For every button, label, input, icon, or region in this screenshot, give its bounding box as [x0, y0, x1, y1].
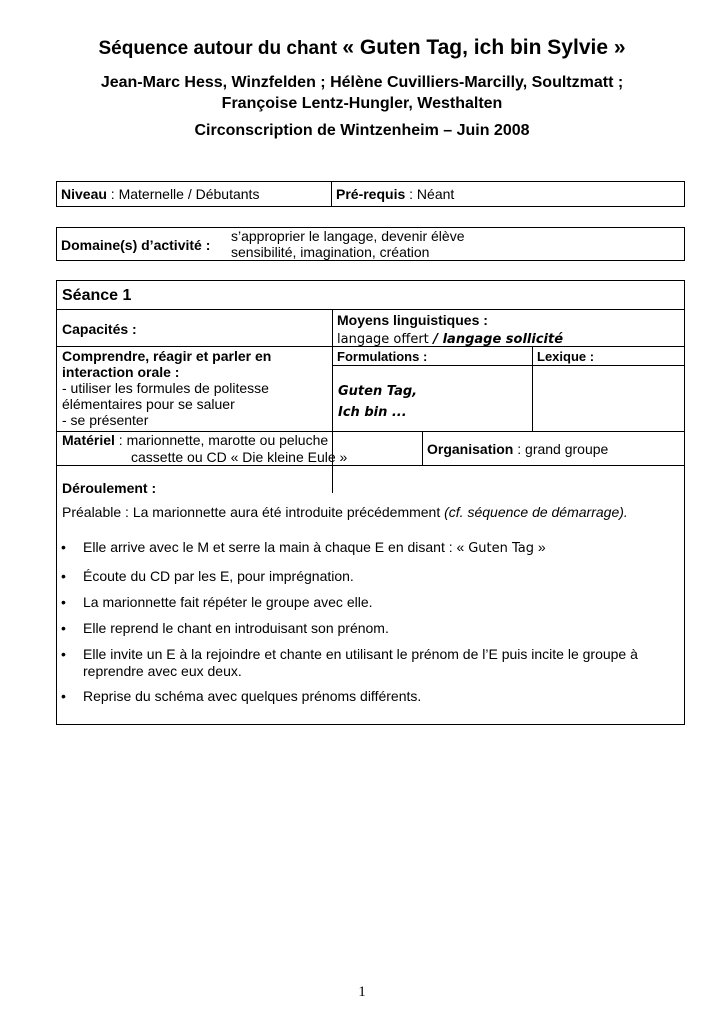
- formulation-item: Ich bin ...: [338, 405, 407, 420]
- step-suffix: »: [534, 539, 546, 555]
- domaine-values: [231, 228, 464, 260]
- competence-cell: [62, 348, 322, 428]
- competence-title: Comprendre, réagir et parler en interaction orale :: [62, 348, 272, 380]
- bullet: •: [61, 568, 66, 584]
- domaine-box: [56, 227, 685, 261]
- niveau-cell: [57, 182, 332, 206]
- list-item: [57, 688, 682, 714]
- formulations-label: Formulations :: [337, 349, 428, 364]
- prerequis-value: : Néant: [405, 186, 455, 202]
- prealable-text: Préalable : La marionnette aura été introduite précédemment: [62, 504, 445, 520]
- divider: [57, 309, 684, 310]
- langage-separator: /: [428, 332, 443, 347]
- formulation-item: Guten Tag,: [338, 384, 418, 399]
- lexique-label: Lexique :: [537, 349, 595, 364]
- bullet: •: [61, 620, 66, 636]
- step-text: Elle arrive avec le M et serre la main à chaque E en disant : «: [83, 539, 469, 555]
- title-song: « Guten Tag, ich bin Sylvie »: [342, 36, 626, 59]
- materiel-line-2: cassette ou CD « Die kleine Eule »: [131, 449, 348, 465]
- divider: [422, 431, 423, 465]
- domaine-label: Domaine(s) d’activité :: [61, 237, 211, 253]
- domaine-line-2: sensibilité, imagination, création: [231, 244, 430, 260]
- step-text: La marionnette fait répéter le groupe avec elle.: [83, 594, 373, 610]
- niveau-label: Niveau: [61, 186, 107, 202]
- bullet: •: [61, 688, 66, 704]
- organisation-label: Organisation: [427, 441, 514, 457]
- moyens-cell: [337, 311, 563, 349]
- list-item: [57, 568, 682, 594]
- list-item: [57, 594, 682, 620]
- prealable: [62, 504, 677, 520]
- divider: [57, 346, 684, 347]
- divider: [332, 365, 684, 366]
- capacites-label: Capacités :: [62, 321, 137, 337]
- list-item: [57, 539, 682, 568]
- bullet: •: [61, 594, 66, 610]
- prerequis-label: Pré-requis: [336, 186, 406, 202]
- divider: [57, 465, 684, 466]
- competence-item: - utiliser les formules de politesse élémentaires pour se saluer: [62, 380, 269, 412]
- materiel-cell: [62, 432, 347, 466]
- authors-line-1: Jean-Marc Hess, Winzfelden ; Hélène Cuvilliers-Marcilly, Soultzmatt ;: [100, 74, 624, 91]
- deroulement-steps: [57, 539, 682, 714]
- niveau-value: : Maternelle / Débutants: [106, 186, 260, 202]
- step-text: Elle reprend le chant en introduisant son prénom.: [83, 620, 389, 636]
- authors-line-2: Françoise Lentz-Hungler, Westhalten: [221, 95, 503, 112]
- langage-sollicite: langage sollicité: [442, 332, 564, 347]
- domaine-line-1: s’approprier le langage, devenir élève: [231, 228, 465, 244]
- organisation-cell: [427, 441, 608, 457]
- deroulement-label: Déroulement :: [62, 480, 157, 496]
- formulations-list: [338, 381, 417, 423]
- seance-title: Séance 1: [62, 287, 132, 304]
- step-handwritten: Guten Tag: [468, 541, 534, 556]
- prealable-reference: (cf. séquence de démarrage).: [444, 504, 628, 520]
- step-text: Elle invite un E à la rejoindre et chante en utilisant le prénom de l’E puis incite le groupe à reprendre avec eux deux.: [83, 646, 638, 679]
- authors: [0, 72, 724, 114]
- step-text: Écoute du CD par les E, pour imprégnation.: [83, 568, 354, 584]
- materiel-line-1: : marionnette, marotte ou peluche: [114, 432, 329, 448]
- list-item: [57, 646, 682, 688]
- prerequis-cell: [332, 182, 684, 206]
- title-prefix: Séquence autour du chant: [98, 38, 338, 59]
- seance-box: [56, 280, 685, 725]
- materiel-label: Matériel: [62, 432, 115, 448]
- step-text: Reprise du schéma avec quelques prénoms différents.: [83, 688, 422, 704]
- list-item: [57, 620, 682, 646]
- langage-offert: langage offert: [337, 332, 429, 347]
- competence-item: - se présenter: [62, 412, 149, 428]
- organisation-value: : grand groupe: [513, 441, 609, 457]
- moyens-label: Moyens linguistiques :: [337, 312, 488, 328]
- bullet: •: [61, 539, 66, 555]
- bullet: •: [61, 646, 66, 662]
- document-title: [0, 36, 724, 60]
- circonscription: Circonscription de Wintzenheim – Juin 2008: [194, 122, 530, 139]
- niveau-box: [56, 181, 685, 207]
- divider: [532, 346, 533, 431]
- page-number: 1: [358, 984, 366, 1000]
